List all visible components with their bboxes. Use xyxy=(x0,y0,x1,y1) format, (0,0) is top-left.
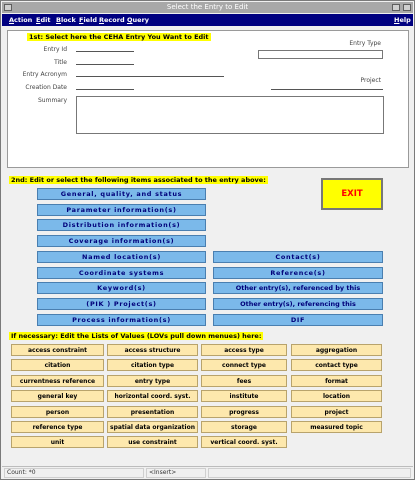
lov-citation-button[interactable]: citation xyxy=(11,359,104,371)
menu-help[interactable] xyxy=(394,16,411,24)
step2-heading: 2nd: Edit or select the following items associated to the entry above: xyxy=(11,176,266,184)
menu-block-label: lock xyxy=(60,16,76,24)
lov-heading: If necessary: Edit the Lists of Values (LOVs pull down menues) here: xyxy=(11,332,262,340)
lov-general-key-button[interactable]: general key xyxy=(11,390,104,402)
named-location-button[interactable]: Named location(s) xyxy=(37,251,206,263)
lov-progress-button[interactable]: progress xyxy=(201,406,287,418)
menu-query-label: uery xyxy=(132,16,150,24)
lov-measured-topic-button[interactable]: measured topic xyxy=(291,421,382,433)
lov-person-button[interactable]: person xyxy=(11,406,104,418)
summary-label: Summary xyxy=(38,97,67,104)
lov-institute-button[interactable]: institute xyxy=(201,390,287,402)
lov-access-type-button[interactable]: access type xyxy=(201,344,287,356)
lov-format-button[interactable]: format xyxy=(291,375,382,387)
menu-record[interactable] xyxy=(99,16,125,24)
status-bar xyxy=(2,466,413,479)
entry-acronym-label: Entry Acronym xyxy=(22,71,67,78)
process-information-button[interactable]: Process information(s) xyxy=(37,314,206,326)
entry-acronym-field[interactable] xyxy=(76,76,224,77)
menu-field-key: F xyxy=(79,16,84,24)
menu-field-label: ield xyxy=(83,16,97,24)
minimize-button[interactable] xyxy=(392,4,400,11)
lov-fees-button[interactable]: fees xyxy=(201,375,287,387)
status-message xyxy=(208,468,411,478)
lov-presentation-button[interactable]: presentation xyxy=(107,406,198,418)
parameter-information-button[interactable]: Parameter information(s) xyxy=(37,204,206,216)
reference-button[interactable]: Reference(s) xyxy=(213,267,383,279)
maximize-button[interactable] xyxy=(403,4,411,11)
insert-mode-indicator: <Insert> xyxy=(146,468,206,478)
distribution-information-button[interactable]: Distribution information(s) xyxy=(37,219,206,231)
title-label: Title xyxy=(54,59,67,66)
lov-entry-type-button[interactable]: entry type xyxy=(107,375,198,387)
lov-unit-button[interactable]: unit xyxy=(11,436,104,448)
title-bar xyxy=(2,2,413,13)
menu-field[interactable] xyxy=(79,16,97,24)
lov-location-button[interactable]: location xyxy=(291,390,382,402)
other-entry-referenced-button[interactable]: Other entry(s), referenced by this xyxy=(213,282,383,294)
contact-button[interactable]: Contact(s) xyxy=(213,251,383,263)
lov-storage-button[interactable]: storage xyxy=(201,421,287,433)
entry-id-field[interactable] xyxy=(76,51,134,52)
lov-reference-type-button[interactable]: reference type xyxy=(11,421,104,433)
pik-project-button[interactable]: (PIK ) Project(s) xyxy=(37,298,206,310)
menu-edit[interactable] xyxy=(36,16,50,24)
menu-block[interactable] xyxy=(56,16,76,24)
step1-heading: 1st: Select here the CEHA Entry You Want to Edit xyxy=(29,33,209,41)
menu-action-key: A xyxy=(9,16,15,24)
other-entry-referencing-button[interactable]: Other entry(s), referencing this xyxy=(213,298,383,310)
menu-block-key: B xyxy=(56,16,61,24)
lov-use-constraint-button[interactable]: use constraint xyxy=(107,436,198,448)
lov-connect-type-button[interactable]: connect type xyxy=(201,359,287,371)
menu-query[interactable] xyxy=(127,16,149,24)
dif-button[interactable]: DIF xyxy=(213,314,383,326)
lov-horizontal-coord-syst-button[interactable]: horizontal coord. syst. xyxy=(107,390,198,402)
menu-help-label: elp xyxy=(399,16,411,24)
general-quality-status-button[interactable]: General, quality, and status xyxy=(37,188,206,200)
project-field[interactable] xyxy=(271,89,383,90)
exit-button[interactable]: EXIT xyxy=(321,178,383,210)
menu-query-key: Q xyxy=(127,16,133,24)
summary-field[interactable] xyxy=(76,96,384,134)
title-field[interactable] xyxy=(76,64,134,65)
lov-access-constraint-button[interactable]: access constraint xyxy=(11,344,104,356)
menu-action[interactable] xyxy=(9,16,32,24)
menu-record-key: R xyxy=(99,16,105,24)
lov-project-button[interactable]: project xyxy=(291,406,382,418)
menu-action-label: ction xyxy=(14,16,33,24)
menu-help-key: H xyxy=(394,16,400,24)
project-label: Project xyxy=(360,77,381,84)
lov-contact-type-button[interactable]: contact type xyxy=(291,359,382,371)
window-menu-button[interactable] xyxy=(4,4,12,11)
menu-bar xyxy=(2,14,413,26)
entry-type-label: Entry Type xyxy=(349,40,381,47)
record-count: Count: *0 xyxy=(4,468,144,478)
creation-date-label: Creation Date xyxy=(25,84,67,91)
coordinate-systems-button[interactable]: Coordinate systems xyxy=(37,267,206,279)
menu-edit-label: dit xyxy=(40,16,51,24)
keyword-button[interactable]: Keyword(s) xyxy=(37,282,206,294)
menu-edit-key: E xyxy=(36,16,41,24)
lov-vertical-coord-syst-button[interactable]: vertical coord. syst. xyxy=(201,436,287,448)
lov-access-structure-button[interactable]: access structure xyxy=(107,344,198,356)
lov-currentness-reference-button[interactable]: currentness reference xyxy=(11,375,104,387)
coverage-information-button[interactable]: Coverage information(s) xyxy=(37,235,206,247)
lov-aggregation-button[interactable]: aggregation xyxy=(291,344,382,356)
lov-citation-type-button[interactable]: citation type xyxy=(107,359,198,371)
menu-record-label: ecord xyxy=(104,16,125,24)
creation-date-field[interactable] xyxy=(76,89,134,90)
window-title: Select the Entry to Edit xyxy=(166,3,249,11)
lov-spatial-data-organization-button[interactable]: spatial data organization xyxy=(107,421,198,433)
entry-type-field[interactable] xyxy=(258,50,383,59)
entry-id-label: Entry Id xyxy=(43,46,67,53)
